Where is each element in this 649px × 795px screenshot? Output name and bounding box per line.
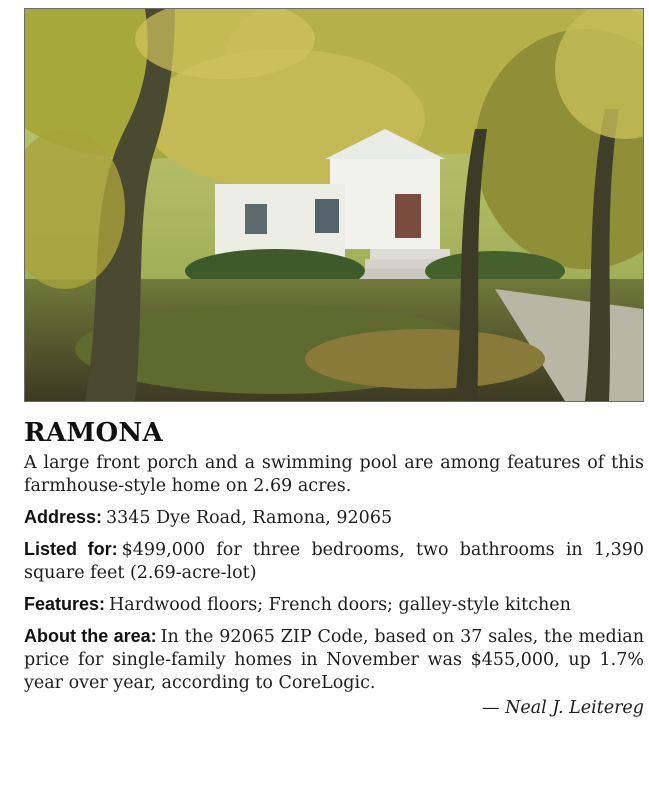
farmhouse-illustration bbox=[25, 9, 643, 401]
address-paragraph bbox=[24, 506, 644, 530]
about-area-paragraph bbox=[24, 625, 644, 695]
features-paragraph bbox=[24, 593, 644, 617]
listed-for-paragraph bbox=[24, 538, 644, 585]
headline: RAMONA bbox=[24, 418, 163, 448]
address-label: Address: bbox=[24, 507, 103, 527]
intro-paragraph: A large front porch and a swimming pool are among features of this farmhouse-style home on 2.69 acres. bbox=[24, 453, 644, 496]
byline: — Neal J. Leitereg bbox=[482, 698, 644, 718]
listed-for-text: $499,000 for three bedrooms, two bathrooms in 1,390 square feet (2.69-acre-lot) bbox=[24, 540, 644, 583]
about-area-text: In the 92065 ZIP Code, based on 37 sales, the median price for single-family homes in November was $455,000, up 1.7% year over year, according to CoreLogic. bbox=[24, 627, 644, 693]
features-label: Features: bbox=[24, 594, 106, 614]
about-area-label: About the area: bbox=[24, 626, 157, 646]
house-photo bbox=[24, 8, 644, 402]
features-text: Hardwood floors; French doors; galley-style kitchen bbox=[109, 595, 571, 615]
listed-for-label: Listed for: bbox=[24, 539, 118, 559]
address-text: 3345 Dye Road, Ramona, 92065 bbox=[106, 508, 393, 528]
listing-article bbox=[24, 418, 644, 720]
